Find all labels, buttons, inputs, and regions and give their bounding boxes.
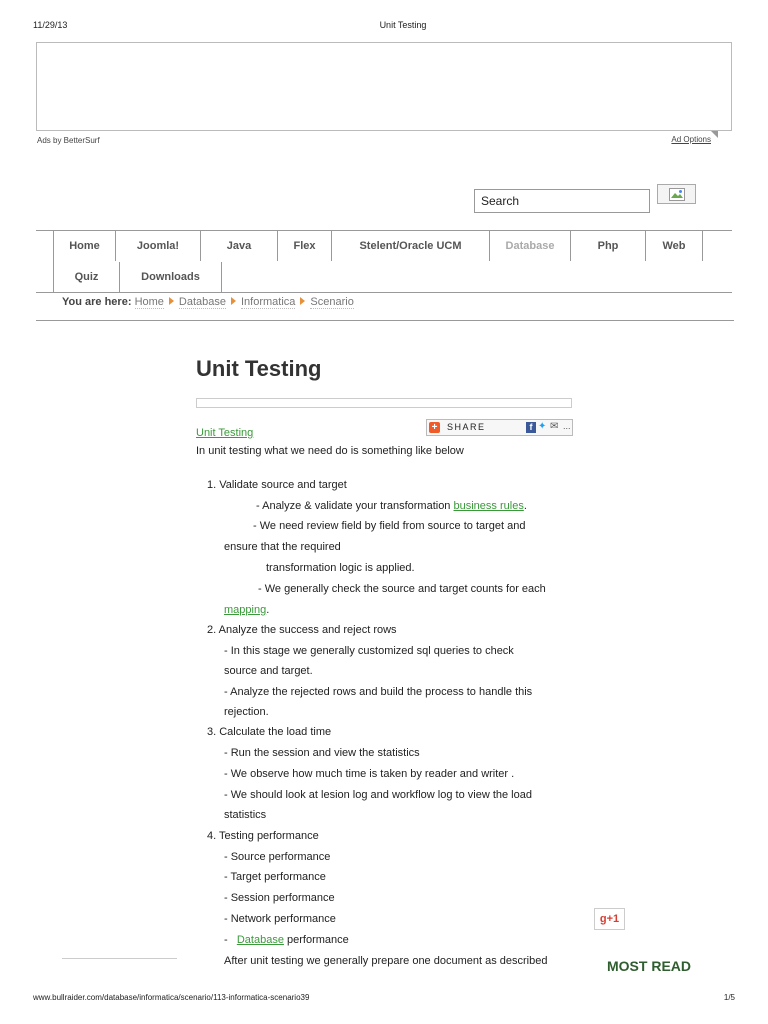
breadcrumb-scenario[interactable]: Scenario — [310, 296, 354, 308]
list-item: - Network performance — [224, 913, 336, 925]
list-item: - We observe how much time is taken by reader and writer . — [224, 768, 515, 780]
breadcrumb — [62, 296, 354, 308]
list-item: statistics — [224, 809, 267, 821]
nav-item-joomla[interactable]: Joomla! — [116, 231, 201, 261]
list-item: - Analyze the rejected rows and build the process to handle this — [224, 686, 533, 698]
nav-item-web[interactable]: Web — [646, 231, 703, 261]
ad-banner[interactable] — [36, 42, 732, 131]
article-intro: In unit testing what we need do is something like below — [196, 445, 464, 457]
list-item: - Source performance — [224, 851, 331, 863]
nav-bottom-border — [36, 292, 732, 293]
article-title: Unit Testing — [196, 356, 322, 381]
business-rules-link[interactable]: business rules — [453, 500, 524, 512]
email-icon[interactable]: ✉ — [550, 421, 559, 432]
list-item: - We need review field by field from source to target and — [253, 520, 526, 532]
list-item: - Database performance — [224, 934, 349, 946]
list-item: rejection. — [224, 706, 269, 718]
ads-by-label: Ads by BetterSurf — [37, 136, 100, 145]
list-item: 4. Testing performance — [207, 830, 319, 842]
nav-item-flex[interactable]: Flex — [278, 231, 332, 261]
breadcrumb-arrow-icon — [231, 297, 236, 305]
list-item: ensure that the required — [224, 541, 341, 553]
print-url: www.bullraider.com/database/informatica/scenario/113-informatica-scenario39 — [33, 993, 310, 1002]
share-label: SHARE — [447, 422, 486, 432]
ad-options-link[interactable]: Ad Options — [671, 135, 711, 144]
list-item: 1. Validate source and target — [207, 479, 347, 491]
more-share-icon[interactable]: ... — [563, 421, 571, 431]
list-item: - In this stage we generally customized sql queries to check — [224, 645, 514, 657]
nav-item-home[interactable]: Home — [54, 231, 116, 261]
list-item: - We should look at lesion log and workflow log to view the load — [224, 789, 532, 801]
nav-item-quiz[interactable]: Quiz — [54, 262, 120, 292]
list-item: 2. Analyze the success and reject rows — [207, 624, 397, 636]
database-link[interactable]: Database — [236, 934, 284, 946]
list-item: - Session performance — [224, 892, 335, 904]
breadcrumb-label: You are here: — [62, 296, 132, 308]
article-link[interactable]: Unit Testing — [196, 427, 254, 439]
sidebar-divider — [62, 958, 177, 959]
search-button[interactable] — [657, 184, 696, 204]
title-underline-box — [196, 398, 572, 408]
nav-item-downloads[interactable]: Downloads — [120, 262, 222, 292]
breadcrumb-arrow-icon — [300, 297, 305, 305]
ad-options-icon[interactable] — [711, 131, 718, 138]
nav-item-php[interactable]: Php — [571, 231, 646, 261]
list-item: - Run the session and view the statistics — [224, 747, 420, 759]
breadcrumb-database[interactable]: Database — [178, 296, 226, 308]
nav-item-java[interactable]: Java — [201, 231, 278, 261]
list-item: 3. Calculate the load time — [207, 726, 332, 738]
breadcrumb-home[interactable]: Home — [134, 296, 164, 308]
share-button[interactable] — [426, 419, 573, 436]
list-item: source and target. — [224, 665, 313, 677]
header-divider — [36, 320, 734, 321]
twitter-icon[interactable]: ✦ — [538, 421, 547, 432]
breadcrumb-arrow-icon — [169, 297, 174, 305]
print-date: 11/29/13 — [33, 20, 68, 30]
print-title: Unit Testing — [379, 20, 427, 30]
list-item: mapping. — [224, 604, 270, 616]
list-item: - We generally check the source and target counts for each — [258, 583, 546, 595]
nav-item-stelent-oracle-ucm[interactable]: Stelent/Oracle UCM — [332, 231, 490, 261]
search-input[interactable] — [474, 189, 650, 213]
facebook-icon[interactable]: f — [526, 422, 536, 433]
addthis-icon: + — [429, 422, 440, 433]
google-plus-one-button[interactable]: g+1 — [594, 908, 625, 930]
broken-image-icon — [669, 188, 685, 201]
most-read-heading: MOST READ — [607, 958, 691, 974]
article-closing-text: After unit testing we generally prepare one document as described — [224, 955, 548, 967]
list-item: - Target performance — [224, 871, 326, 883]
list-item: - Analyze & validate your transformation business rules. — [256, 500, 527, 512]
list-item: transformation logic is applied. — [266, 562, 415, 574]
breadcrumb-informatica[interactable]: Informatica — [241, 296, 296, 308]
mapping-link[interactable]: mapping — [224, 604, 267, 616]
print-page-number: 1/5 — [723, 993, 735, 1002]
nav-item-database[interactable]: Database — [490, 231, 571, 261]
